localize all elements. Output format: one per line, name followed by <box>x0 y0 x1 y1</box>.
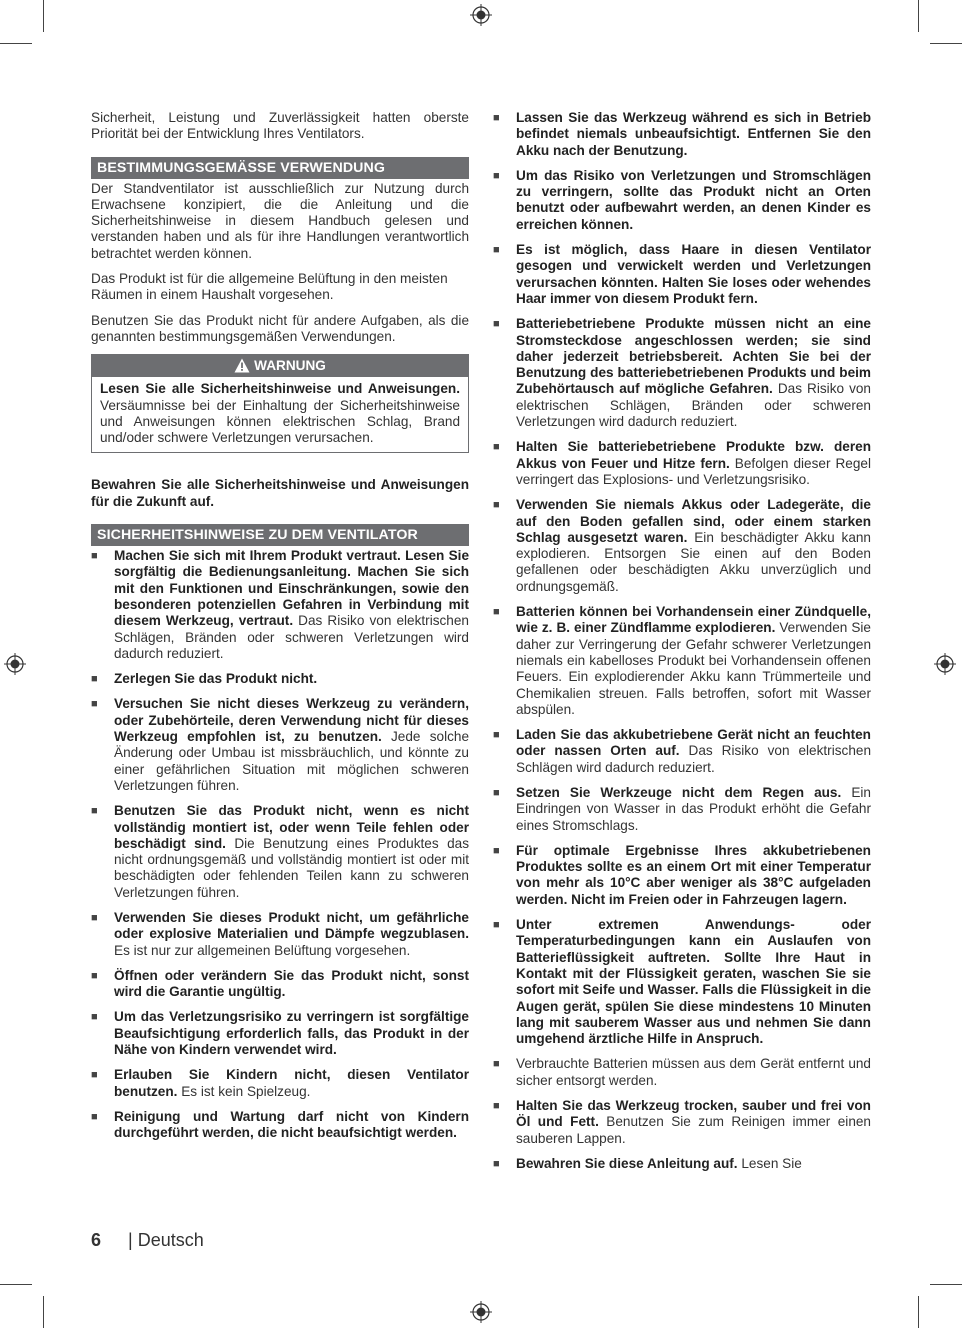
item-body-text: Das Risiko von elektrischen Schlägen, Bränden oder schweren Verletzungen wird dadurch reduziert. <box>114 613 469 661</box>
safety-list-item <box>493 497 871 595</box>
item-bold-text: Verwenden Sie dieses Produkt nicht, um gefährliche oder explosive Materialien und Dämpfe wegzublasen. <box>114 909 469 942</box>
bullet-icon: ■ <box>91 969 98 982</box>
safety-list-item <box>493 785 871 834</box>
item-bold-text: Machen Sie sich mit Ihrem Produkt vertraut. Lesen Sie sorgfältig die Bedienungsanleitung. Machen Sie sich mit den Funktionen und Einschränkungen, sowie den besonderen potenziellen Gefahren in Verbindung mit diesem Werkzeug, vertraut. <box>114 548 469 629</box>
warning-body-text: Versäumnisse bei der Einhaltung der Sicherheitshinweise und Anweisungen können elektrischen Schlag, Brand und/oder schwere Verletzungen verursachen. <box>100 397 460 446</box>
safety-list-item <box>493 604 871 718</box>
safety-list-item <box>91 803 469 901</box>
crop-mark <box>0 43 32 44</box>
safety-list-item <box>493 242 871 307</box>
item-bold-text: Öffnen oder verändern Sie das Produkt nicht, sonst wird die Garantie ungültig. <box>114 967 469 1000</box>
page-footer <box>91 1230 204 1251</box>
safety-list-item <box>493 1098 871 1147</box>
warning-label: WARNUNG <box>254 358 326 374</box>
left-safety-list <box>91 548 469 1142</box>
safety-list-item <box>493 727 871 776</box>
item-body-text: Verwenden Sie daher zur Verringerung der Gefahr schwerer Verletzungen niemals ein kabelloses Produkt bei Vorhandensein offenen Feuers. Ein explodierender Akku kann Trümmerteile und Chemikalien streuen. Falls betroffen, sofort mit Wasser abspülen. <box>516 620 871 717</box>
item-bold-text: Benutzen Sie das Produkt nicht, wenn es nicht vollständig montiert ist, oder wenn Teile fehlen oder beschädigt sind. <box>114 803 469 851</box>
safety-list-item <box>493 439 871 488</box>
item-bold-text: Erlauben Sie Kindern nicht, diesen Ventilator benutzen. <box>114 1067 469 1099</box>
safety-list-item <box>493 843 871 908</box>
item-bold-text: Reinigung und Wartung darf nicht von Kindern durchgeführt werden, die nicht beaufsichtigt werden. <box>114 1108 469 1141</box>
usage-paragraph: Das Produkt ist für die allgemeine Belüftung in den meisten Räumen in einem Haushalt vorgesehen. <box>91 271 448 303</box>
item-bold-text: Versuchen Sie nicht dieses Werkzeug zu verändern, oder Zubehörteile, deren Verwendung nicht für dieses Werkzeug empfohlen ist, zu benutzen. <box>114 696 469 745</box>
item-bold-text: Halten Sie batteriebetriebene Produkte bzw. deren Akkus von Feuer und Hitze fern. <box>516 439 871 471</box>
safety-list-item <box>493 917 871 1047</box>
crop-mark <box>0 1284 32 1285</box>
usage-paragraph: Benutzen Sie das Produkt nicht für andere Aufgaben, als die genannten bestimmungsgemäßen Verwendungen. <box>91 312 469 344</box>
registration-mark-icon <box>470 1301 492 1323</box>
safety-list-item <box>493 1056 871 1089</box>
item-body-text: Befolgen dieser Regel verringert das Explosions- und Verletzungsrisiko. <box>516 455 872 487</box>
item-bold-text: Um das Risiko von Verletzungen und Stromschlägen zu verringern, sollte das Produkt nicht an Orten benutzt oder aufbewahrt werden, an denen Kinder es erreichen können. <box>516 167 871 232</box>
warning-bold-text: Lesen Sie alle Sicherheitshinweise und Anweisungen. <box>100 381 460 397</box>
bullet-icon: ■ <box>493 499 500 512</box>
bullet-icon: ■ <box>493 1157 500 1170</box>
item-body-text: Jede solche Änderung oder Umbau ist missbräuchlich, und könnte zu einer gefährlichen Situation mit möglichen schweren Verletzungen führen. <box>114 729 470 793</box>
warning-triangle-icon <box>234 358 250 373</box>
safety-list-item <box>91 1009 469 1058</box>
keep-note-text: Bewahren Sie alle Sicherheitshinweise und Anweisungen für die Zukunft auf. <box>91 477 469 509</box>
item-body-text: Es ist nur zur allgemeinen Belüftung vorgesehen. <box>114 942 411 958</box>
item-bold-text: Halten Sie das Werkzeug trocken, sauber und frei von Öl und Fett. <box>516 1098 871 1130</box>
item-body-text: Es ist kein Spielzeug. <box>177 1083 311 1099</box>
left-column <box>91 110 469 1151</box>
item-bold-text: Lassen Sie das Werkzeug während es sich in Betrieb befindet niemals unbeaufsichtigt. Entfernen Sie den Akku nach der Benutzung. <box>516 110 871 158</box>
item-bold-text: Batteriebetriebene Produkte müssen nicht an eine Stromsteckdose angeschlossen werden; sie sind daher jederzeit betriebsbereit. Achten Sie bei der Benutzung des batteriebetriebenen Produkts und beim Zubehörtausch auf mögliche Gefahren. <box>516 316 871 397</box>
crop-mark <box>918 1296 919 1328</box>
bullet-icon: ■ <box>493 244 500 257</box>
page-number: 6 <box>91 1230 102 1250</box>
item-bold-text: Batterien können bei Vorhandensein einer Zündquelle, wie z. B. einer Zündflamme explodieren. <box>516 604 871 636</box>
safety-list-item <box>91 968 469 1001</box>
footer-separator: | <box>128 1230 133 1250</box>
crop-mark <box>43 1296 44 1328</box>
bullet-icon: ■ <box>493 786 500 799</box>
item-bold-text: Setzen Sie Werkzeuge nicht dem Regen aus. <box>516 784 842 800</box>
bullet-icon: ■ <box>493 112 500 124</box>
bullet-icon: ■ <box>91 673 98 686</box>
intro-paragraph: Sicherheit, Leistung und Zuverlässigkeit hatten oberste Priorität bei der Entwicklung Ihres Ventilators. <box>91 110 469 142</box>
bullet-icon: ■ <box>493 606 500 619</box>
item-bold-text: Unter extremen Anwendungs- oder Temperaturbedingungen kann ein Auslaufen von Batterieflüssigkeit auftreten. Sollte Ihre Haut in Kontakt mit der Flüssigkeit geraten, waschen Sie sie sofort mit Seife und Wasser. Falls die Flüssigkeit in die Augen gerät, spülen Sie diese mindestens 10 Minuten lang mit sauberem Wasser aus und nehmen Sie dann umgehend ärztliche Hilfe in Anspruch. <box>516 917 871 1047</box>
item-body-text: Das Risiko von elektrischen Schlägen, Bränden oder schweren Verletzungen wird dadurch reduziert. <box>516 381 871 430</box>
bullet-icon: ■ <box>493 169 500 182</box>
item-body-text: Verbrauchte Batterien müssen aus dem Gerät entfernt und sicher entsorgt werden. <box>516 1056 871 1088</box>
registration-mark-icon <box>934 653 956 675</box>
crop-mark <box>930 43 962 44</box>
safety-list-item <box>493 110 871 159</box>
bullet-icon: ■ <box>493 919 500 932</box>
safety-list-item <box>91 1067 469 1100</box>
warning-text <box>92 377 468 452</box>
item-body-text: Benutzen Sie zum Reinigen immer einen sauberen Lappen. <box>516 1114 871 1146</box>
safety-list-item <box>91 910 469 959</box>
item-bold-text: Für optimale Ergebnisse Ihres akkubetriebenen Produktes sollte es an einem Ort mit einer Temperatur von mehr als 10°C aber weniger als 38°C aufgeladen werden. Nicht im Freien oder in Fahrzeugen lagern. <box>516 842 871 907</box>
item-bold-text: Laden Sie das akkubetriebene Gerät nicht an feuchten oder nassen Orten auf. <box>516 727 871 759</box>
safety-list-item <box>91 548 469 662</box>
bullet-icon: ■ <box>91 1011 98 1024</box>
item-body-text: Lesen Sie <box>737 1155 802 1171</box>
safety-list-item <box>493 316 871 430</box>
item-bold-text: Verwenden Sie niemals Akkus oder Ladegeräte, die auf den Boden gefallen sind, oder einem starken Schlag ausgesetzt waren. <box>516 497 871 545</box>
bullet-icon: ■ <box>493 729 500 742</box>
right-safety-list <box>493 110 871 1172</box>
crop-mark <box>918 0 919 32</box>
bullet-icon: ■ <box>493 441 500 454</box>
item-bold-text: Bewahren Sie diese Anleitung auf. <box>516 1155 738 1171</box>
section-heading-safety: SICHERHEITSHINWEISE ZU DEM VENTILATOR <box>91 524 469 546</box>
warning-header <box>92 355 468 377</box>
keep-instructions-note <box>91 477 469 510</box>
section-heading-usage: BESTIMMUNGSGEMÄSSE VERWENDUNG <box>91 157 469 179</box>
bullet-icon: ■ <box>493 1058 500 1071</box>
safety-list-item <box>91 671 469 687</box>
bullet-icon: ■ <box>91 550 98 563</box>
bullet-icon: ■ <box>91 1069 98 1082</box>
registration-mark-icon <box>4 653 26 675</box>
item-body-text: Ein beschädigter Akku kann explodieren. Entsorgen Sie einen auf den Boden gefallenen oder beschädigten Akku unverzüglich und ordnungsgemäß. <box>516 529 871 594</box>
safety-list-item <box>91 696 469 794</box>
crop-mark <box>43 0 44 32</box>
safety-list-item <box>91 1109 469 1142</box>
footer-language: Deutsch <box>137 1230 204 1250</box>
warning-box <box>91 354 469 453</box>
safety-list-item <box>493 1156 871 1172</box>
item-bold-text: Um das Verletzungsrisiko zu verringern ist sorgfältige Beaufsichtigung erforderlich falls, das Produkt in der Nähe von Kindern verwendet wird. <box>114 1009 469 1058</box>
item-bold-text: Zerlegen Sie das Produkt nicht. <box>114 671 318 687</box>
bullet-icon: ■ <box>91 698 98 711</box>
bullet-icon: ■ <box>91 805 98 818</box>
right-column <box>493 110 871 1181</box>
item-body-text: Die Benutzung eines Produktes das nicht ordnungsgemäß und vollständig montiert ist oder mit beschädigten oder fehlenden Teilen kann zu schweren Verletzungen führen. <box>114 835 469 900</box>
bullet-icon: ■ <box>91 1110 98 1123</box>
bullet-icon: ■ <box>493 844 500 857</box>
usage-paragraph: Der Standventilator ist ausschließlich zur Nutzung durch Erwachsene konzipiert, die die Anleitung und die Sicherheitshinweise in diesem Handbuch gelesen und verstanden haben und als für ihre Handlungen verantwortlich betrachtet werden können. <box>91 180 469 261</box>
crop-mark <box>930 1284 962 1285</box>
bullet-icon: ■ <box>493 318 500 331</box>
bullet-icon: ■ <box>493 1100 500 1113</box>
safety-list-item <box>493 168 871 233</box>
bullet-icon: ■ <box>91 911 98 924</box>
item-body-text: Ein Eindringen von Wasser in das Produkt erhöht die Gefahr eines Stromschlags. <box>516 784 871 833</box>
item-body-text: Das Risiko von elektrischen Schlägen wird dadurch reduziert. <box>516 743 872 775</box>
registration-mark-icon <box>470 4 492 26</box>
item-bold-text: Es ist möglich, dass Haare in diesen Ventilator gesogen und verwickelt werden und Verletzungen verursachen könnten. Halten Sie loses oder wehendes Haar immer von diesem Produkt fern. <box>516 242 871 306</box>
